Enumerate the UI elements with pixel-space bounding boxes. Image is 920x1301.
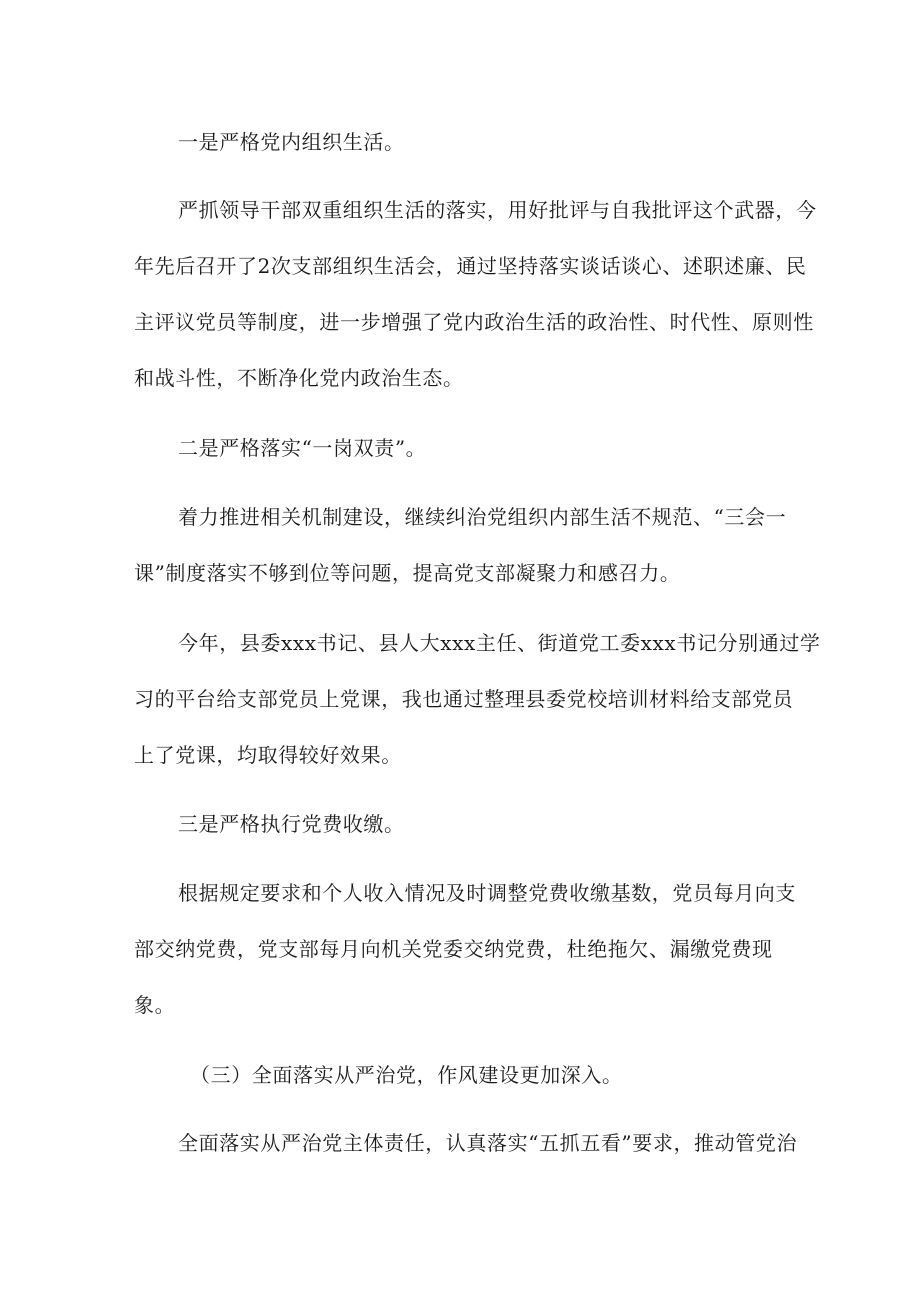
paragraph-line: 部交纳党费，党支部每月向机关党委交纳党费，杜绝拖欠、漏缴党费现	[134, 937, 773, 961]
paragraph-line: 上了党课，均取得较好效果。	[134, 743, 402, 767]
paragraph-line: 年先后召开了2次支部组织生活会，通过坚持落实谈话谈心、述职述廉、民	[134, 254, 807, 278]
heading-organization-life: 一是严格党内组织生活。	[178, 130, 405, 154]
paragraph-line: 全面落实从严治党主体责任，认真落实“五抓五看”要求，推动管党治	[178, 1131, 798, 1155]
paragraph-line: 习的平台给支部党员上党课，我也通过整理县委党校培训材料给支部党员	[134, 687, 794, 711]
paragraph-line: 着力推进相关机制建设，继续纠治党组织内部生活不规范、“三会一	[178, 505, 787, 529]
paragraph-line: 根据规定要求和个人收入情况及时调整党费收缴基数，党员每月向支	[178, 881, 796, 905]
paragraph-line: 今年，县委xxx书记、县人大xxx主任、街道党工委xxx书记分别通过学	[178, 631, 821, 655]
paragraph-line: 课”制度落实不够到位等问题，提高党支部凝聚力和感召力。	[134, 561, 681, 585]
paragraph-line: 严抓领导干部双重组织生活的落实，用好批评与自我批评这个武器，今	[178, 198, 817, 222]
paragraph-line: 主评议党员等制度，进一步增强了党内政治生活的政治性、时代性、原则性	[134, 310, 814, 334]
heading-dual-responsibility: 二是严格落实“一岗双责”。	[178, 436, 427, 460]
paragraph-line: 和战斗性，不断净化党内政治生态。	[134, 366, 464, 390]
paragraph-line: 象。	[134, 993, 176, 1017]
section-heading: （三）全面落实从严治党，作风建设更加深入。	[190, 1063, 623, 1087]
heading-party-dues: 三是严格执行党费收缴。	[178, 812, 405, 836]
